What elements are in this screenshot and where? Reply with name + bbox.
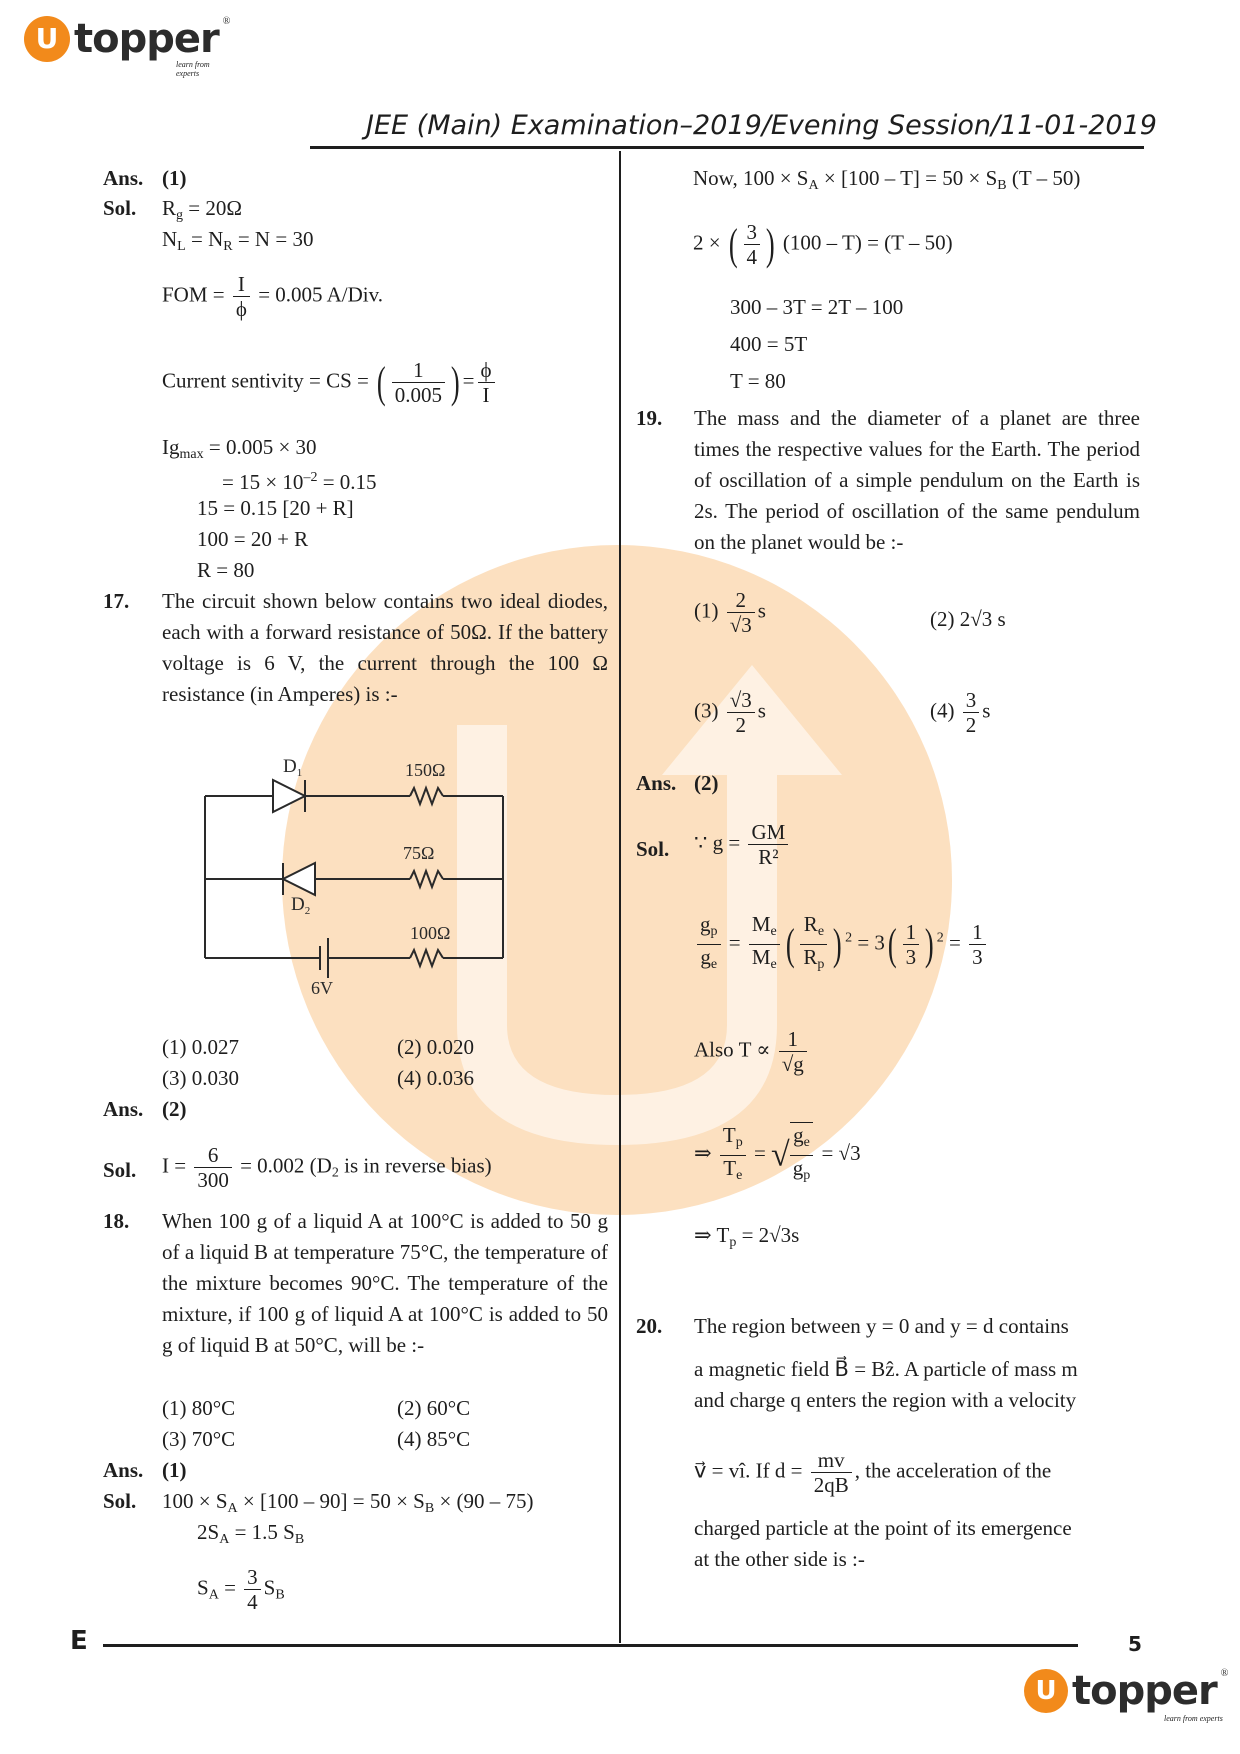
q16-ans-label: Ans. bbox=[103, 166, 144, 190]
battery-label: 6V bbox=[311, 978, 333, 998]
q19-sol-line1: ∵ g = $\frac{GM}{\text{R²}}$ bbox=[694, 820, 791, 869]
q19-ans-value: (2) bbox=[694, 771, 719, 795]
q16-cs: Current sentivity = CS = ( $\frac{1}{0.005}$ ) = $\frac{\phi}{I}$ bbox=[162, 358, 498, 407]
logo-badge-icon-bottom: U bbox=[1024, 1669, 1068, 1713]
q17-solution: I = $\frac{6}{300}$ = 0.002 ($D_2$ is in reverse bias) bbox=[162, 1143, 492, 1192]
q16-rg: $R_g = 20\Omega$ bbox=[162, 196, 242, 223]
q18-number: 18. bbox=[103, 1209, 130, 1233]
bottom-logo bbox=[1024, 1668, 1229, 1723]
q19-sol-label: Sol. bbox=[636, 837, 670, 861]
q18-option-3: (3) 70°C bbox=[162, 1427, 236, 1451]
q20-text-line3: and charge q enters the region with a velocity bbox=[694, 1388, 1077, 1412]
q18-option-2: (2) 60°C bbox=[397, 1396, 471, 1420]
q19-number: 19. bbox=[636, 406, 663, 430]
q18-ans-value: (1) bbox=[162, 1458, 187, 1482]
q20-number: 20. bbox=[636, 1314, 663, 1338]
q18-cont-line2: 2 × ( $\frac{3}{4}$ ) (100 – T) = (T – 50) bbox=[693, 219, 953, 269]
q17-option-3: (3) 0.030 bbox=[162, 1066, 239, 1090]
q16-line3: 15 = 0.15 [20 + R] bbox=[197, 496, 354, 520]
page-number: 5 bbox=[1128, 1632, 1142, 1656]
q17-number: 17. bbox=[103, 589, 130, 613]
q19-sol-line4: ⇒ $\frac{T_p}{T_e}$ = √ $\frac{g_e}{g_p}$ = √3 bbox=[694, 1122, 861, 1188]
q16-ans-value: (1) bbox=[162, 166, 187, 190]
q19-sol-line3: Also T ∝ $\frac{1}{√g}$ bbox=[694, 1027, 810, 1076]
logo-text-bottom: topper bbox=[1072, 1668, 1217, 1714]
top-logo bbox=[24, 16, 231, 78]
q19-option-2: (2) 2√3 s bbox=[930, 607, 1006, 631]
q18-ans-label: Ans. bbox=[103, 1458, 144, 1482]
q19-option-1: (1) $\frac{2}{√3}$ s bbox=[694, 588, 766, 637]
r150-label: 150Ω bbox=[405, 760, 446, 780]
q18-cont-line1: Now, $100 \times S_A \times [100 - T] = 50 \times S_B$ (T – 50) bbox=[693, 166, 1081, 193]
header-rule bbox=[310, 146, 1144, 149]
q20-text-line5: charged particle at the point of its emergence bbox=[694, 1516, 1072, 1540]
q17-ans-label: Ans. bbox=[103, 1097, 144, 1121]
registered-mark: ® bbox=[222, 16, 231, 27]
page-title: JEE (Main) Examination–2019/Evening Session/11-01-2019 bbox=[366, 110, 1157, 141]
r100-label: 100Ω bbox=[410, 923, 451, 943]
logo-tagline: learn from experts bbox=[176, 60, 210, 78]
q16-ig: $Ig_{max} = 0.005 \times 30$ bbox=[162, 435, 317, 462]
q16-fom: FOM = $\frac{I}{\phi}$ = 0.005 A/Div. bbox=[162, 272, 384, 321]
q20-text-line2: a magnetic field B⃗ = Bẑ. A particle of mass m bbox=[694, 1357, 1078, 1381]
q16-line2: = $15 \times 10^{-2} = 0.15$ bbox=[222, 470, 377, 494]
q18-option-4: (4) 85°C bbox=[397, 1427, 471, 1451]
q19-sol-line2: $\frac{g_p}{g_e}$ = $\frac{M_e}{M_e}$ ( $\frac{R_e}{R_p}$ ) $^2$ = 3( $\frac{1}{3}$ ) $^2$ = $\frac{1}{3}$ bbox=[694, 912, 989, 977]
q19-ans-label: Ans. bbox=[636, 771, 677, 795]
d1-label: $D_1$ bbox=[283, 756, 303, 779]
q17-text: The circuit shown below contains two ideal diodes, each with a forward resistance of 50Ω. If the battery voltage is 6 V, the current through the 100 Ω resistance (in Amperes) is :- bbox=[162, 589, 608, 706]
d2-label: $D_2$ bbox=[291, 894, 311, 917]
q16-sol-label: Sol. bbox=[103, 196, 137, 220]
q17-option-4: (4) 0.036 bbox=[397, 1066, 474, 1090]
q18-cont-line3: 300 – 3T = 2T – 100 bbox=[730, 295, 904, 319]
q18-text: When 100 g of a liquid A at 100°C is added to 50 g of a liquid B at temperature 75°C, the temperature of the mixture becomes 90°C. The temperature of the mixture, if 100 g of liquid A at 100°C is added to 50 g of liquid B at 50°C, will be :- bbox=[162, 1209, 608, 1357]
q18-sol-line3: $S_A$ = $\frac{3}{4}$ $S_B$ bbox=[197, 1565, 285, 1614]
q16-line5: R = 80 bbox=[197, 558, 255, 582]
q20-text-line1: The region between y = 0 and y = d contains bbox=[694, 1314, 1069, 1338]
q19-text: The mass and the diameter of a planet are three times the respective values for the Earth. The period of oscillation of a simple pendulum on the Earth is 2s. The period of oscillation of the same pendulum on the planet would be :- bbox=[694, 406, 1140, 554]
column-divider bbox=[619, 151, 621, 1643]
q20-text-line4: v⃗ = vî. If d = $\frac{mv}{2qB}$ , the acceleration of the bbox=[694, 1448, 1052, 1497]
footer-letter: E bbox=[70, 1626, 88, 1656]
q18-sol-label: Sol. bbox=[103, 1489, 137, 1513]
q17-option-1: (1) 0.027 bbox=[162, 1035, 239, 1059]
q17-sol-label: Sol. bbox=[103, 1158, 137, 1182]
q16-line4: 100 = 20 + R bbox=[197, 527, 309, 551]
q18-option-1: (1) 80°C bbox=[162, 1396, 236, 1420]
logo-text: topper bbox=[74, 16, 219, 62]
q18-cont-line4: 400 = 5T bbox=[730, 332, 808, 356]
q18-sol-line2: $2S_A = 1.5$ $S_B$ bbox=[197, 1520, 305, 1547]
q16-n: $N_L = N_R = N = 30$ bbox=[162, 227, 314, 254]
q17-option-2: (2) 0.020 bbox=[397, 1035, 474, 1059]
q20-text-line6: at the other side is :- bbox=[694, 1547, 865, 1571]
registered-mark-bottom: ® bbox=[1220, 1668, 1229, 1679]
q19-option-4: (4) $\frac{3}{2}$ s bbox=[930, 688, 991, 737]
q19-sol-line5: ⇒ $T_p = 2√3s$ bbox=[694, 1223, 800, 1250]
footer-rule bbox=[103, 1644, 1078, 1647]
r75-label: 75Ω bbox=[403, 843, 435, 863]
q18-cont-line5: T = 80 bbox=[730, 369, 786, 393]
logo-badge-icon: U bbox=[24, 16, 70, 62]
logo-tagline-bottom: learn from experts bbox=[1164, 1714, 1223, 1723]
q17-ans-value: (2) bbox=[162, 1097, 187, 1121]
q19-option-3: (3) $\frac{√3}{2}$ s bbox=[694, 688, 766, 737]
q18-sol-line1: $100 \times S_A \times [100 - 90] = 50 \times S_B \times (90 - 75)$ bbox=[162, 1489, 534, 1516]
q17-circuit-diagram bbox=[195, 750, 515, 1000]
